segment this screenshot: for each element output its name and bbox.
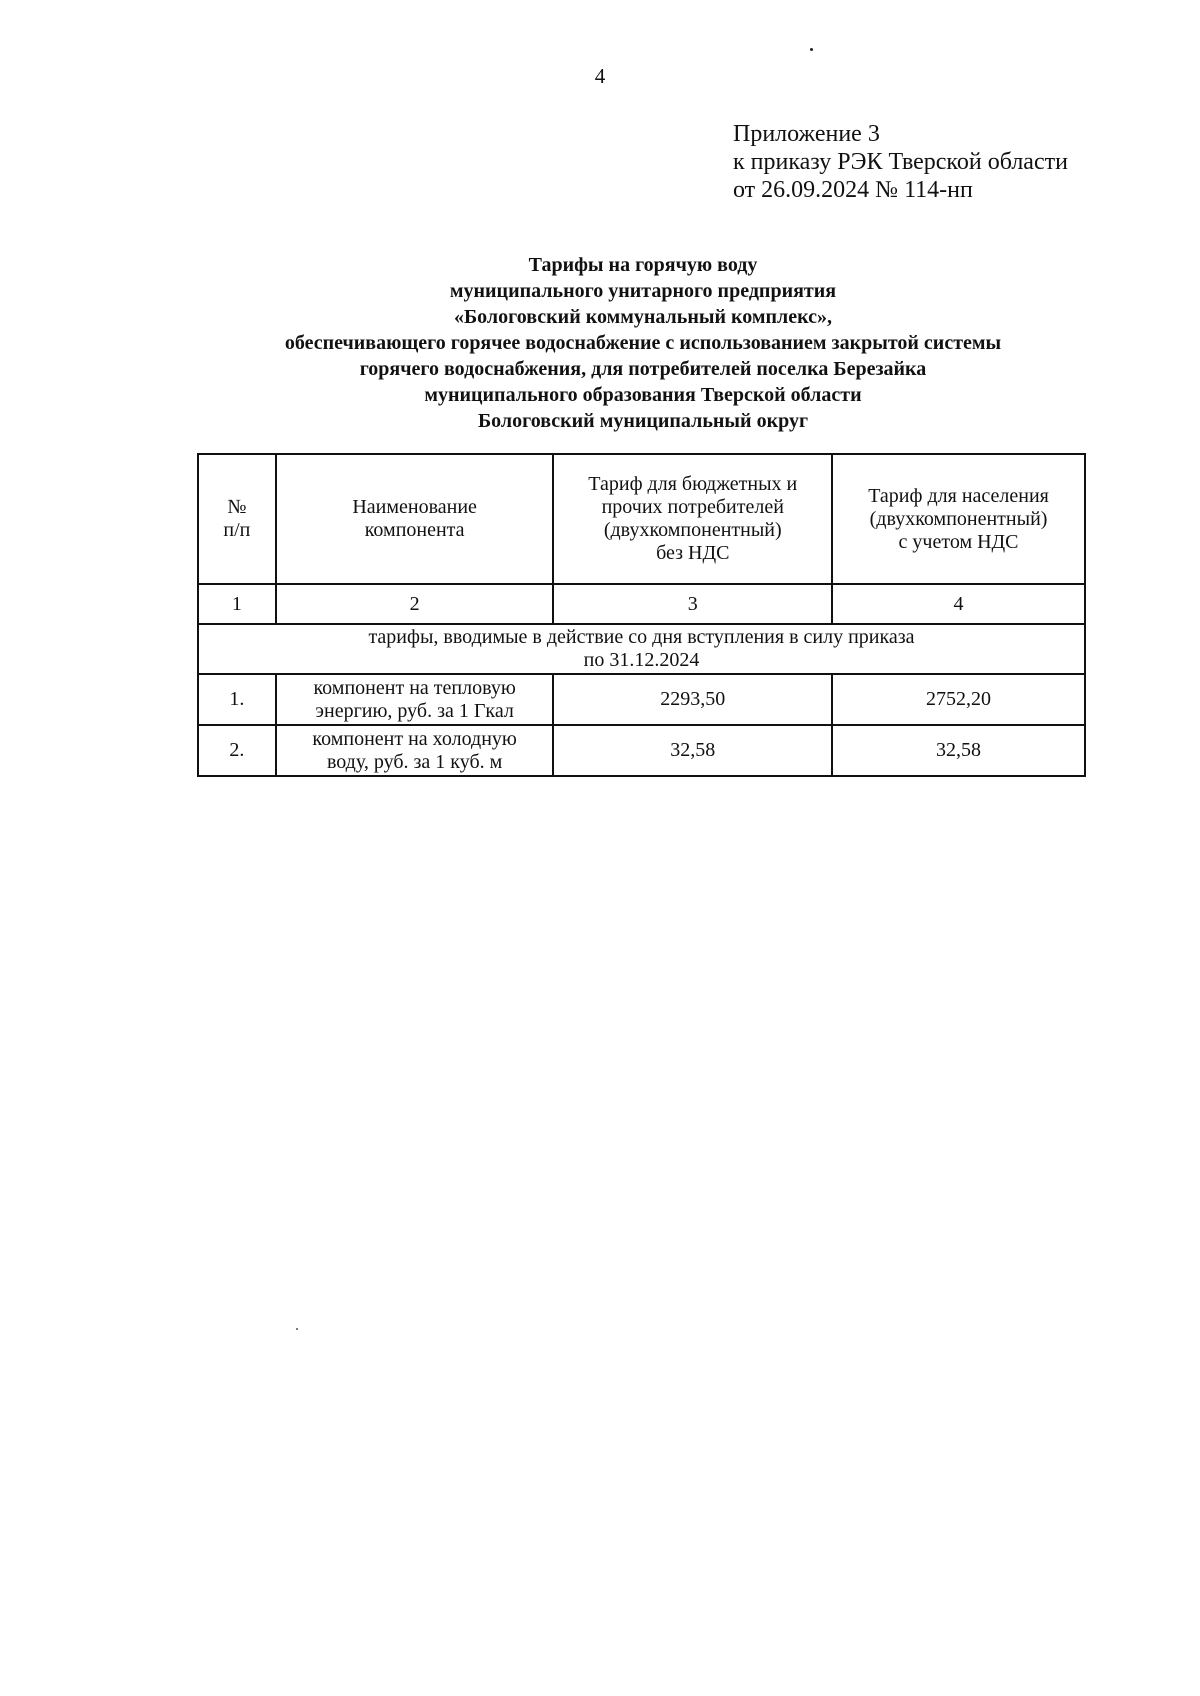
title-line: горячего водоснабжения, для потребителей поселка Березайка: [359, 358, 927, 380]
budget-tariff-cell: 2293,50: [553, 674, 832, 725]
document-title: [0, 252, 1200, 434]
column-number-cell: 2: [276, 584, 554, 624]
title-line: Бологовский муниципальный округ: [477, 410, 809, 432]
appendix-reference: [733, 120, 1068, 204]
header-cell-number: № п/п: [198, 454, 276, 584]
scan-speck: [810, 48, 813, 51]
period-cell: тарифы, вводимые в действие со дня вступления в силу приказа по 31.12.2024: [198, 624, 1085, 674]
budget-tariff-cell: 32,58: [553, 725, 832, 776]
period-row: [198, 624, 1085, 674]
title-line: муниципального образования Тверской области: [424, 384, 862, 406]
title-line: «Бологовский коммунальный комплекс»,: [453, 306, 833, 328]
population-tariff-cell: 2752,20: [832, 674, 1085, 725]
appendix-line: Приложение 3: [733, 121, 880, 147]
header-cell-component: Наименование компонента: [276, 454, 554, 584]
column-number-cell: 3: [553, 584, 832, 624]
title-line: обеспечивающего горячее водоснабжение с использованием закрытой системы: [284, 332, 1002, 354]
scan-speck: [296, 1328, 298, 1330]
tariff-table: [197, 453, 1086, 777]
row-number-cell: 1.: [198, 674, 276, 725]
title-line: Тарифы на горячую воду: [528, 254, 758, 276]
population-tariff-cell: 32,58: [832, 725, 1085, 776]
table-row: [198, 725, 1085, 776]
column-number-cell: 1: [198, 584, 276, 624]
header-cell-population-tariff: Тариф для населения (двухкомпонентный) с учетом НДС: [832, 454, 1085, 584]
component-name-cell: компонент на тепловую энергию, руб. за 1 Гкал: [276, 674, 554, 725]
appendix-line: от 26.09.2024 № 114-нп: [733, 177, 973, 203]
page-number: 4: [594, 64, 606, 88]
row-number-cell: 2.: [198, 725, 276, 776]
appendix-line: к приказу РЭК Тверской области: [733, 149, 1068, 175]
title-line: муниципального унитарного предприятия: [449, 280, 837, 302]
table-row: [198, 674, 1085, 725]
table-header-row: [198, 454, 1085, 584]
header-cell-budget-tariff: Тариф для бюджетных и прочих потребителей (двухкомпонентный) без НДС: [553, 454, 832, 584]
component-name-cell: компонент на холодную воду, руб. за 1 куб. м: [276, 725, 554, 776]
column-number-row: [198, 584, 1085, 624]
column-number-cell: 4: [832, 584, 1085, 624]
